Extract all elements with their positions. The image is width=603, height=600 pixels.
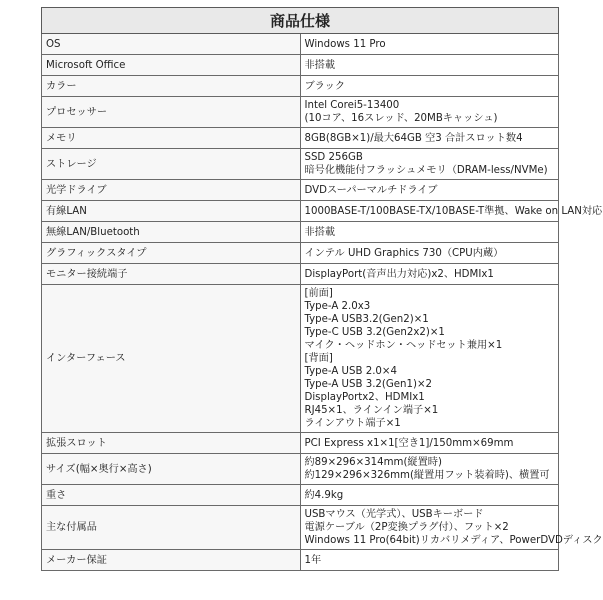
spec-table-title: 商品仕様 xyxy=(42,8,559,34)
spec-value xyxy=(300,264,559,285)
spec-value xyxy=(300,201,603,222)
spec-row xyxy=(42,222,559,243)
spec-value-line: 非搭載 xyxy=(304,59,336,71)
spec-value xyxy=(300,34,559,55)
spec-value-line: SSD 256GB xyxy=(304,152,363,163)
spec-row xyxy=(42,264,559,285)
spec-value-line: マイク・ヘッドホン・ヘッドセット兼用×1 xyxy=(304,340,503,351)
spec-value-line: 暗号化機能付フラッシュメモリ（DRAM-less/NVMe) xyxy=(304,165,548,176)
spec-value xyxy=(300,55,559,76)
spec-value-line: Type-A 2.0x3 xyxy=(304,301,371,312)
spec-value-line: Type-A USB3.2(Gen2)×1 xyxy=(304,314,429,325)
spec-value-line: (10コア、16スレッド、20MBキャッシュ) xyxy=(304,113,498,124)
spec-label: 有線LAN xyxy=(42,201,301,222)
spec-value-line: 約4.9kg xyxy=(304,489,344,501)
spec-value xyxy=(300,243,559,264)
spec-label: プロセッサー xyxy=(42,97,301,128)
spec-value-line: Type-C USB 3.2(Gen2x2)×1 xyxy=(304,327,445,338)
spec-label: カラー xyxy=(42,76,301,97)
spec-label: メーカー保証 xyxy=(42,550,301,571)
spec-value-line: ラインアウト端子×1 xyxy=(304,418,401,429)
spec-row xyxy=(42,433,559,454)
spec-label: 重さ xyxy=(42,485,301,506)
spec-value-line: [背面] xyxy=(304,353,333,364)
spec-value xyxy=(300,485,559,506)
spec-label: インターフェース xyxy=(42,285,301,433)
spec-value-line: USBマウス（光学式）、USBキーボード xyxy=(304,509,484,520)
spec-value-line: 非搭載 xyxy=(304,226,336,238)
spec-value-line: Type-A USB 3.2(Gen1)×2 xyxy=(304,379,432,390)
spec-label: モニター接続端子 xyxy=(42,264,301,285)
spec-label: 主な付属品 xyxy=(42,506,301,550)
spec-value-line: DisplayPortx2、HDMIx1 xyxy=(304,392,425,403)
spec-value xyxy=(300,97,559,128)
spec-value xyxy=(300,506,603,550)
spec-value xyxy=(300,149,559,180)
spec-label: グラフィックスタイプ xyxy=(42,243,301,264)
spec-label: 光学ドライブ xyxy=(42,180,301,201)
spec-label: メモリ xyxy=(42,128,301,149)
spec-row xyxy=(42,180,559,201)
spec-row xyxy=(42,243,559,264)
spec-label: ストレージ xyxy=(42,149,301,180)
spec-value xyxy=(300,222,559,243)
spec-value-line: 電源ケーブル（2P変換プラグ付）、フット×2 xyxy=(304,522,509,533)
spec-value-line: [前面] xyxy=(304,288,333,299)
spec-row xyxy=(42,201,559,222)
spec-value xyxy=(300,180,559,201)
spec-value-line: 1000BASE-T/100BASE-TX/10BASE-T準拠、Wake on LAN対応 xyxy=(304,205,603,217)
spec-value-line: 8GB(8GB×1)/最大64GB 空3 合計スロット数4 xyxy=(304,132,523,144)
spec-row xyxy=(42,485,559,506)
spec-value xyxy=(300,433,559,454)
spec-value-line: 1年 xyxy=(304,554,322,566)
spec-row xyxy=(42,149,559,180)
spec-value-line: 約89×296×314mm(縦置時) xyxy=(304,457,442,468)
spec-value xyxy=(300,76,559,97)
spec-value-line: RJ45×1、ラインイン端子×1 xyxy=(304,405,439,416)
spec-label: 拡張スロット xyxy=(42,433,301,454)
spec-row xyxy=(42,76,559,97)
spec-table-container xyxy=(41,7,603,571)
spec-row xyxy=(42,128,559,149)
spec-value-line: Type-A USB 2.0×4 xyxy=(304,366,397,377)
spec-value-line: 約129×296×326mm(縦置用フット装着時)、横置可 xyxy=(304,470,550,481)
spec-value-line: インテル UHD Graphics 730（CPU内蔵） xyxy=(304,247,504,259)
spec-label: OS xyxy=(42,34,301,55)
spec-row xyxy=(42,550,559,571)
spec-label: 無線LAN/Bluetooth xyxy=(42,222,301,243)
spec-row xyxy=(42,285,559,433)
spec-value-line: ブラック xyxy=(304,80,346,92)
spec-row xyxy=(42,506,559,550)
spec-value-line: Windows 11 Pro xyxy=(304,38,386,50)
spec-value-line: Intel Corei5-13400 xyxy=(304,100,400,111)
spec-table xyxy=(41,7,603,571)
spec-label: Microsoft Office xyxy=(42,55,301,76)
spec-value xyxy=(300,285,559,433)
spec-row xyxy=(42,97,559,128)
spec-row xyxy=(42,55,559,76)
spec-row xyxy=(42,454,559,485)
spec-value-line: DisplayPort(音声出力対応)x2、HDMIx1 xyxy=(304,268,494,280)
spec-value xyxy=(300,454,559,485)
spec-value xyxy=(300,128,559,149)
spec-value-line: Windows 11 Pro(64bit)リカバリメディア、PowerDVDディスク xyxy=(304,535,603,546)
spec-value-line: PCI Express x1×1[空き1]/150mm×69mm xyxy=(304,437,514,449)
spec-value-line: DVDスーパーマルチドライブ xyxy=(304,184,438,196)
spec-row xyxy=(42,34,559,55)
spec-label: サイズ(幅×奥行×高さ) xyxy=(42,454,301,485)
spec-table-body xyxy=(42,34,603,571)
spec-value xyxy=(300,550,559,571)
